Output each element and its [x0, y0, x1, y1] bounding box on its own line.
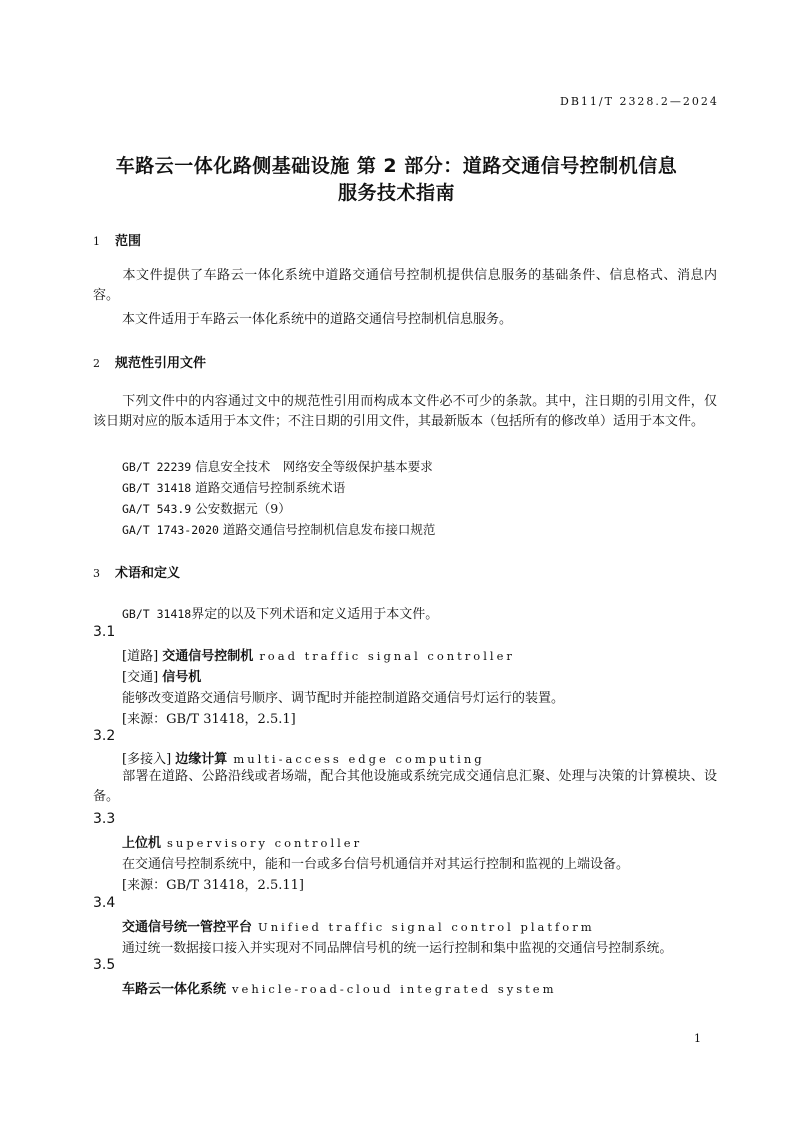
- term-title: 上位机 supervisory controller: [122, 836, 363, 851]
- section-number: 2: [93, 357, 100, 370]
- term-number: 3.2: [93, 728, 116, 744]
- term-source: [来源：GB/T 31418，2.5.11]: [122, 878, 304, 893]
- terms-intro: GB/T 31418界定的以及下列术语和定义适用于本文件。: [122, 607, 439, 622]
- term-title: [道路] 交通信号控制机 road traffic signal controller: [122, 649, 515, 664]
- reference-item: GA/T 1743-2020 道路交通信号控制机信息发布接口规范: [122, 522, 436, 537]
- term-definition: 通过统一数据接口接入并实现对不同品牌信号机的统一运行控制和集中监视的交通信号控制系统。: [122, 941, 673, 956]
- section-heading-terms: [93, 562, 180, 581]
- term-alt-title: [交通] 信号机: [122, 670, 202, 685]
- paragraph: 下列文件中的内容通过文中的规范性引用而构成本文件必不可少的条款。其中，注日期的引用文件，仅该日期对应的版本适用于本文件；不注日期的引用文件，其最新版本（包括所有的修改单）适用于本文件。: [93, 394, 717, 429]
- term-title: 交通信号统一管控平台 Unified traffic signal control platform: [122, 920, 595, 935]
- reference-item: GB/T 31418 道路交通信号控制系统术语: [122, 480, 346, 495]
- section-number: 3: [93, 567, 100, 580]
- term-number: 3.3: [93, 811, 116, 827]
- section-title: 范围: [115, 234, 142, 249]
- paragraph: 本文件提供了车路云一体化系统中道路交通信号控制机提供信息服务的基础条件、信息格式、消息内容。: [93, 268, 717, 303]
- standard-code: DB11/T 2328.2—2024: [560, 95, 719, 108]
- section-title: 术语和定义: [115, 566, 181, 581]
- term-definition: 能够改变道路交通信号顺序、调节配时并能控制道路交通信号灯运行的装置。: [122, 691, 565, 706]
- section-heading-scope: [93, 230, 141, 249]
- term-definition: 部署在道路、公路沿线或者场端，配合其他设施或系统完成交通信息汇聚、处理与决策的计算模块、设备。: [93, 769, 717, 804]
- term-title: 车路云一体化系统 vehicle-road-cloud integrated system: [122, 982, 557, 997]
- term-number: 3.5: [93, 957, 116, 973]
- section-title: 规范性引用文件: [115, 356, 207, 371]
- term-number: 3.1: [93, 624, 116, 640]
- reference-item: GB/T 22239 信息安全技术 网络安全等级保护基本要求: [122, 459, 433, 474]
- document-title-line2: 服务技术指南: [337, 182, 455, 204]
- document-title-line1: 车路云一体化路侧基础设施 第 2 部分：道路交通信号控制机信息: [115, 155, 678, 177]
- term-title: [多接入] 边缘计算 multi-access edge computing: [122, 752, 485, 767]
- term-definition: 在交通信号控制系统中，能和一台或多台信号机通信并对其运行控制和监视的上端设备。: [122, 857, 630, 872]
- term-number: 3.4: [93, 895, 116, 911]
- section-number: 1: [93, 235, 100, 248]
- term-source: [来源：GB/T 31418，2.5.1]: [122, 712, 296, 727]
- paragraph: 本文件适用于车路云一体化系统中的道路交通信号控制机信息服务。: [122, 312, 513, 327]
- section-heading-normative-references: [93, 352, 206, 371]
- reference-item: GA/T 543.9 公安数据元（9）: [122, 501, 291, 516]
- page-number: 1: [694, 1032, 701, 1045]
